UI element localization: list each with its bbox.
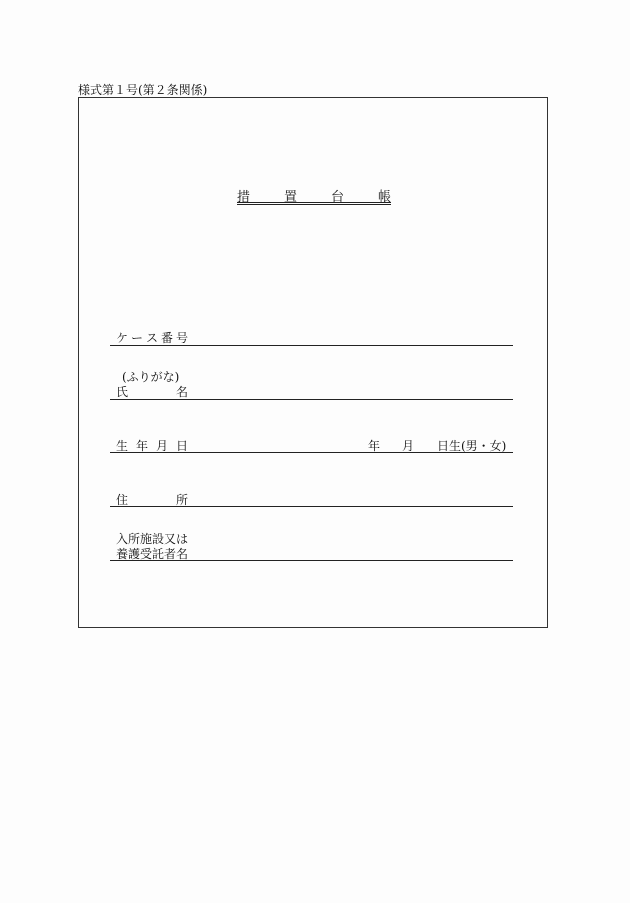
- birth-day-gender: 日生(男・女): [437, 439, 507, 453]
- facility-field-line[interactable]: [110, 560, 513, 561]
- title-double-underline: [237, 202, 391, 205]
- case-number-field-line[interactable]: [110, 345, 513, 346]
- furigana-label: (ふりがな): [122, 370, 180, 384]
- birth-year-unit: 年: [368, 439, 381, 453]
- title-char: 置: [283, 190, 297, 205]
- name-field-line[interactable]: [110, 399, 513, 400]
- title-char: 措: [237, 190, 251, 205]
- address-field-line[interactable]: [110, 506, 513, 507]
- facility-label-line2: 養護受託者名: [116, 547, 189, 561]
- address-label: 住 所: [116, 493, 188, 507]
- birth-month-unit: 月: [402, 439, 415, 453]
- birthdate-label: 生 年 月 日: [116, 439, 188, 453]
- form-number: 様式第１号(第２条関係): [78, 83, 208, 97]
- case-number-label: ケ ー ス 番 号: [116, 331, 188, 345]
- title-char: 台: [330, 190, 344, 205]
- name-label: 氏 名: [116, 385, 188, 399]
- title-char: 帳: [377, 190, 391, 205]
- birthdate-field-line[interactable]: [110, 452, 513, 453]
- facility-label-line1: 入所施設又は: [116, 532, 189, 546]
